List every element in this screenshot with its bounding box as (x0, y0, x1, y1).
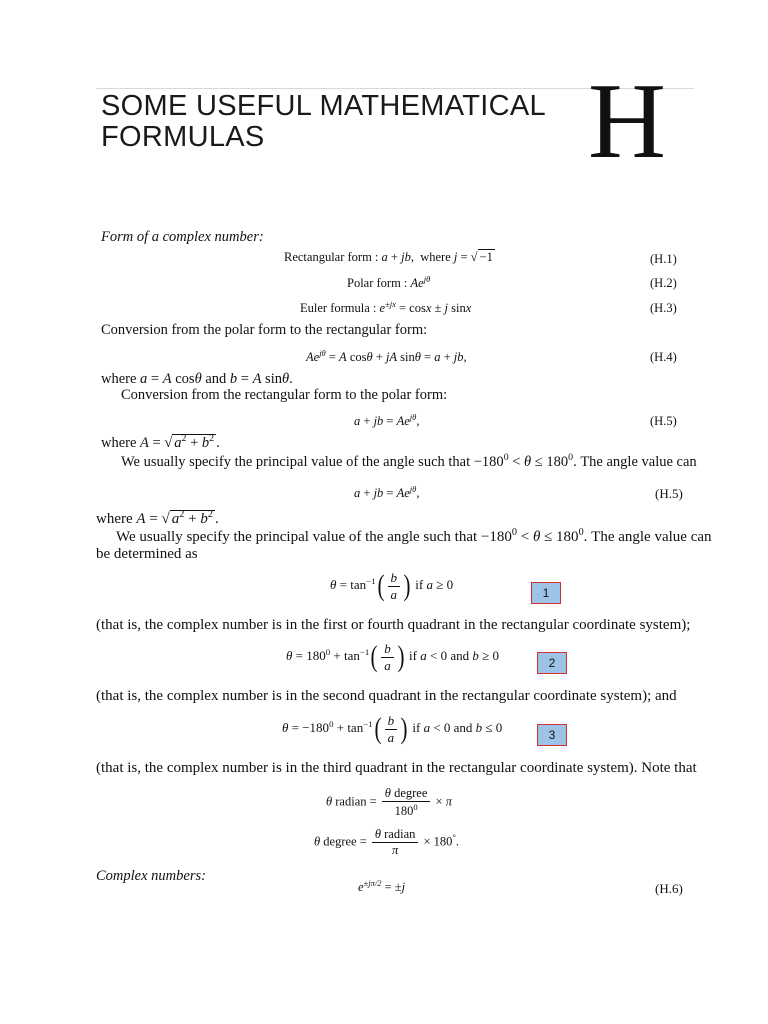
chapter-letter: H (588, 62, 666, 181)
section-heading-complex-numbers: Complex numbers: (96, 868, 206, 884)
equation-number: (H.2) (650, 276, 677, 290)
paragraph-where-A-b: where A = √ $a^2 + b^2$ . (96, 509, 219, 527)
equation-number: (H.5) (655, 486, 683, 501)
equation-theta-quadrant-1: $\theta = \tan^{-1}$ ( $\frac{b}{a}$ ) if a ≥ 0 (330, 569, 454, 603)
paragraph-rect-to-polar: Conversion from the rectangular form to the polar form: (121, 387, 448, 403)
chapter-title-line-1: SOME USEFUL MATHEMATICAL (101, 90, 546, 122)
annotation-tag-2: 2 (537, 652, 567, 674)
equation-rect-to-polar-a: a + jb = $Ae^{j\theta}$, (354, 412, 420, 429)
paragraph-quadrant-3-note: (that is, the complex number is in the third quadrant in the rectangular coordinate system). Note that (96, 760, 697, 776)
paragraph-where-A-a: where A = √ $a^2 + b^2$ . (101, 433, 220, 451)
annotation-tag-3: 3 (537, 724, 567, 746)
equation-number: (H.6) (655, 881, 683, 896)
paragraph-polar-to-rect: Conversion from the polar form to the rectangular form: (101, 322, 428, 338)
equation-number: (H.5) (650, 414, 677, 428)
paragraph-where-a-b: where a = A cosθ and b = A sinθ. (101, 371, 293, 387)
equation-rectangular-form: Rectangular form : a + jb, where j = √ −1 (284, 250, 493, 264)
paragraph-quadrant-1-note: (that is, the complex number is in the first or fourth quadrant in the rectangular coordinate system); (96, 617, 691, 633)
paragraph-quadrant-2-note: (that is, the complex number is in the second quadrant in the rectangular coordinate system); and (96, 688, 677, 704)
equation-rect-to-polar-b: a + jb = $Ae^{j\theta}$, (354, 484, 420, 501)
equation-complex-j: $e^{\pm j\pi/2} = \pm j$ (358, 878, 406, 895)
equation-number: (H.3) (650, 301, 677, 315)
paragraph-principal-value-b: We usually specify the principal value of the angle such that $-180^0 < \theta \le 180^0$. The angle value can (116, 527, 712, 545)
paragraph-determined-as: be determined as (96, 546, 198, 562)
equation-theta-degree: θ degree = $\frac{\text{θ radian}}{\pi}$ × 180°. (314, 827, 459, 857)
equation-polar-form: Polar form : $Ae^{j\theta}$ (347, 274, 431, 291)
equation-euler-formula: Euler formula : $e^{\pm jx} = \cos x \pm j$ sinx (300, 299, 472, 316)
equation-theta-quadrant-3: $\theta = -180^0 + \tan^{-1}$ ( $\frac{b}{a}$ ) if a < 0 and b ≤ 0 (282, 712, 503, 746)
equation-theta-radian: θ radian = $\frac{\text{θ degree}}{180^0}$ × π (326, 786, 452, 819)
equation-theta-quadrant-2: $\theta = 180^0 + \tan^{-1}$ ( $\frac{b}{a}$ ) if a < 0 and b ≥ 0 (286, 640, 499, 674)
equation-number: (H.4) (650, 350, 677, 364)
section-heading-complex-form: Form of a complex number: (101, 229, 264, 245)
equation-polar-to-rect: $Ae^{j\theta} = A$ cosθ + jA sinθ = a + jb, (306, 348, 467, 365)
chapter-title-line-2: FORMULAS (101, 121, 265, 153)
annotation-tag-1: 1 (531, 582, 561, 604)
equation-number: (H.1) (650, 252, 677, 266)
paragraph-principal-value-a: We usually specify the principal value of the angle such that $-180^0 < \theta \le 180^0$. The angle value can (121, 452, 697, 470)
